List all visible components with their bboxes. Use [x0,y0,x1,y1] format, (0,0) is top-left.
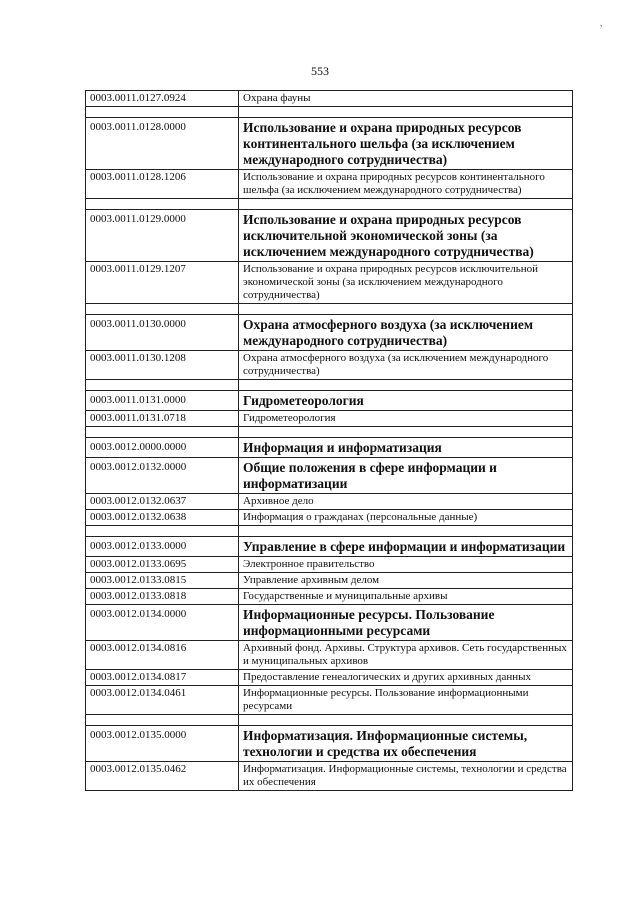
spacer-cell [86,427,239,438]
classifier-code: 0003.0011.0128.0000 [86,118,239,170]
spacer-cell [86,380,239,391]
table-row [86,262,573,304]
classifier-code: 0003.0012.0133.0695 [86,557,239,573]
table-row [86,557,573,573]
table-row [86,494,573,510]
section-title: Охрана атмосферного воздуха (за исключением международного сотрудничества) [239,315,573,351]
section-title: Информатизация. Информационные системы, технологии и средства их обеспечения [239,726,573,762]
classifier-code: 0003.0012.0135.0000 [86,726,239,762]
table-row [86,589,573,605]
section-title: Использование и охрана природных ресурсов исключительной экономической зоны (за исключением международного сотрудничества) [239,210,573,262]
section-title: Управление в сфере информации и информатизации [239,537,573,557]
page-number: 553 [311,64,329,78]
section-heading-row [86,315,573,351]
item-title: Архивный фонд. Архивы. Структура архивов. Сеть государственных и муниципальных архивов [239,641,573,670]
spacer-row [86,304,573,315]
section-title: Информационные ресурсы. Пользование информационными ресурсами [239,605,573,641]
table-row [86,762,573,791]
classifier-code: 0003.0012.0134.0816 [86,641,239,670]
section-heading-row [86,118,573,170]
section-heading-row [86,605,573,641]
spacer-cell [86,715,239,726]
spacer-cell [239,526,573,537]
spacer-cell [239,199,573,210]
classifier-code: 0003.0011.0129.0000 [86,210,239,262]
classifier-code: 0003.0012.0133.0000 [86,537,239,557]
table-row [86,510,573,526]
classifier-code: 0003.0011.0130.0000 [86,315,239,351]
item-title: Государственные и муниципальные архивы [239,589,573,605]
classifier-code: 0003.0011.0127.0924 [86,91,239,107]
spacer-cell [86,304,239,315]
classifier-code: 0003.0012.0132.0638 [86,510,239,526]
item-title: Использование и охрана природных ресурсов континентального шельфа (за исключением международного сотрудничества) [239,170,573,199]
classifier-code: 0003.0012.0133.0815 [86,573,239,589]
table-row [86,411,573,427]
spacer-row [86,526,573,537]
item-title: Информатизация. Информационные системы, технологии и средства их обеспечения [239,762,573,791]
table-row [86,670,573,686]
section-heading-row [86,458,573,494]
spacer-row [86,199,573,210]
section-heading-row [86,210,573,262]
classifier-code: 0003.0011.0131.0718 [86,411,239,427]
classifier-code: 0003.0012.0000.0000 [86,438,239,458]
classifier-code: 0003.0012.0134.0817 [86,670,239,686]
spacer-row [86,715,573,726]
table-row [86,686,573,715]
spacer-row [86,380,573,391]
section-title: Гидрометеорология [239,391,573,411]
item-title: Гидрометеорология [239,411,573,427]
spacer-cell [86,107,239,118]
table-row [86,351,573,380]
table-row [86,573,573,589]
classifier-rows [86,91,573,791]
section-heading-row [86,537,573,557]
item-title: Предоставление генеалогических и других архивных данных [239,670,573,686]
classifier-code: 0003.0012.0132.0637 [86,494,239,510]
spacer-cell [86,199,239,210]
item-title: Архивное дело [239,494,573,510]
spacer-cell [239,427,573,438]
spacer-cell [86,526,239,537]
spacer-cell [239,715,573,726]
table-row [86,170,573,199]
item-title: Использование и охрана природных ресурсов исключительной экономической зоны (за исключением международного сотрудничества) [239,262,573,304]
spacer-row [86,427,573,438]
section-heading-row [86,391,573,411]
section-title: Общие положения в сфере информации и информатизации [239,458,573,494]
classifier-code: 0003.0012.0132.0000 [86,458,239,494]
classifier-code: 0003.0012.0134.0000 [86,605,239,641]
classifier-code: 0003.0011.0131.0000 [86,391,239,411]
classifier-table [85,90,573,791]
section-heading-row [86,726,573,762]
spacer-cell [239,107,573,118]
item-title: Управление архивным делом [239,573,573,589]
classifier-code: 0003.0012.0134.0461 [86,686,239,715]
classifier-code: 0003.0012.0133.0818 [86,589,239,605]
spacer-cell [239,304,573,315]
classifier-code: 0003.0011.0128.1206 [86,170,239,199]
spacer-row [86,107,573,118]
classifier-code: 0003.0011.0129.1207 [86,262,239,304]
item-title: Электронное правительство [239,557,573,573]
corner-mark: , [600,18,603,28]
section-heading-row [86,438,573,458]
classifier-code: 0003.0011.0130.1208 [86,351,239,380]
item-title: Охрана фауны [239,91,573,107]
item-title: Охрана атмосферного воздуха (за исключением международного сотрудничества) [239,351,573,380]
section-title: Информация и информатизация [239,438,573,458]
spacer-cell [239,380,573,391]
classifier-code: 0003.0012.0135.0462 [86,762,239,791]
table-row [86,641,573,670]
section-title: Использование и охрана природных ресурсов континентального шельфа (за исключением международного сотрудничества) [239,118,573,170]
item-title: Информационные ресурсы. Пользование информационными ресурсами [239,686,573,715]
item-title: Информация о гражданах (персональные данные) [239,510,573,526]
table-row [86,91,573,107]
